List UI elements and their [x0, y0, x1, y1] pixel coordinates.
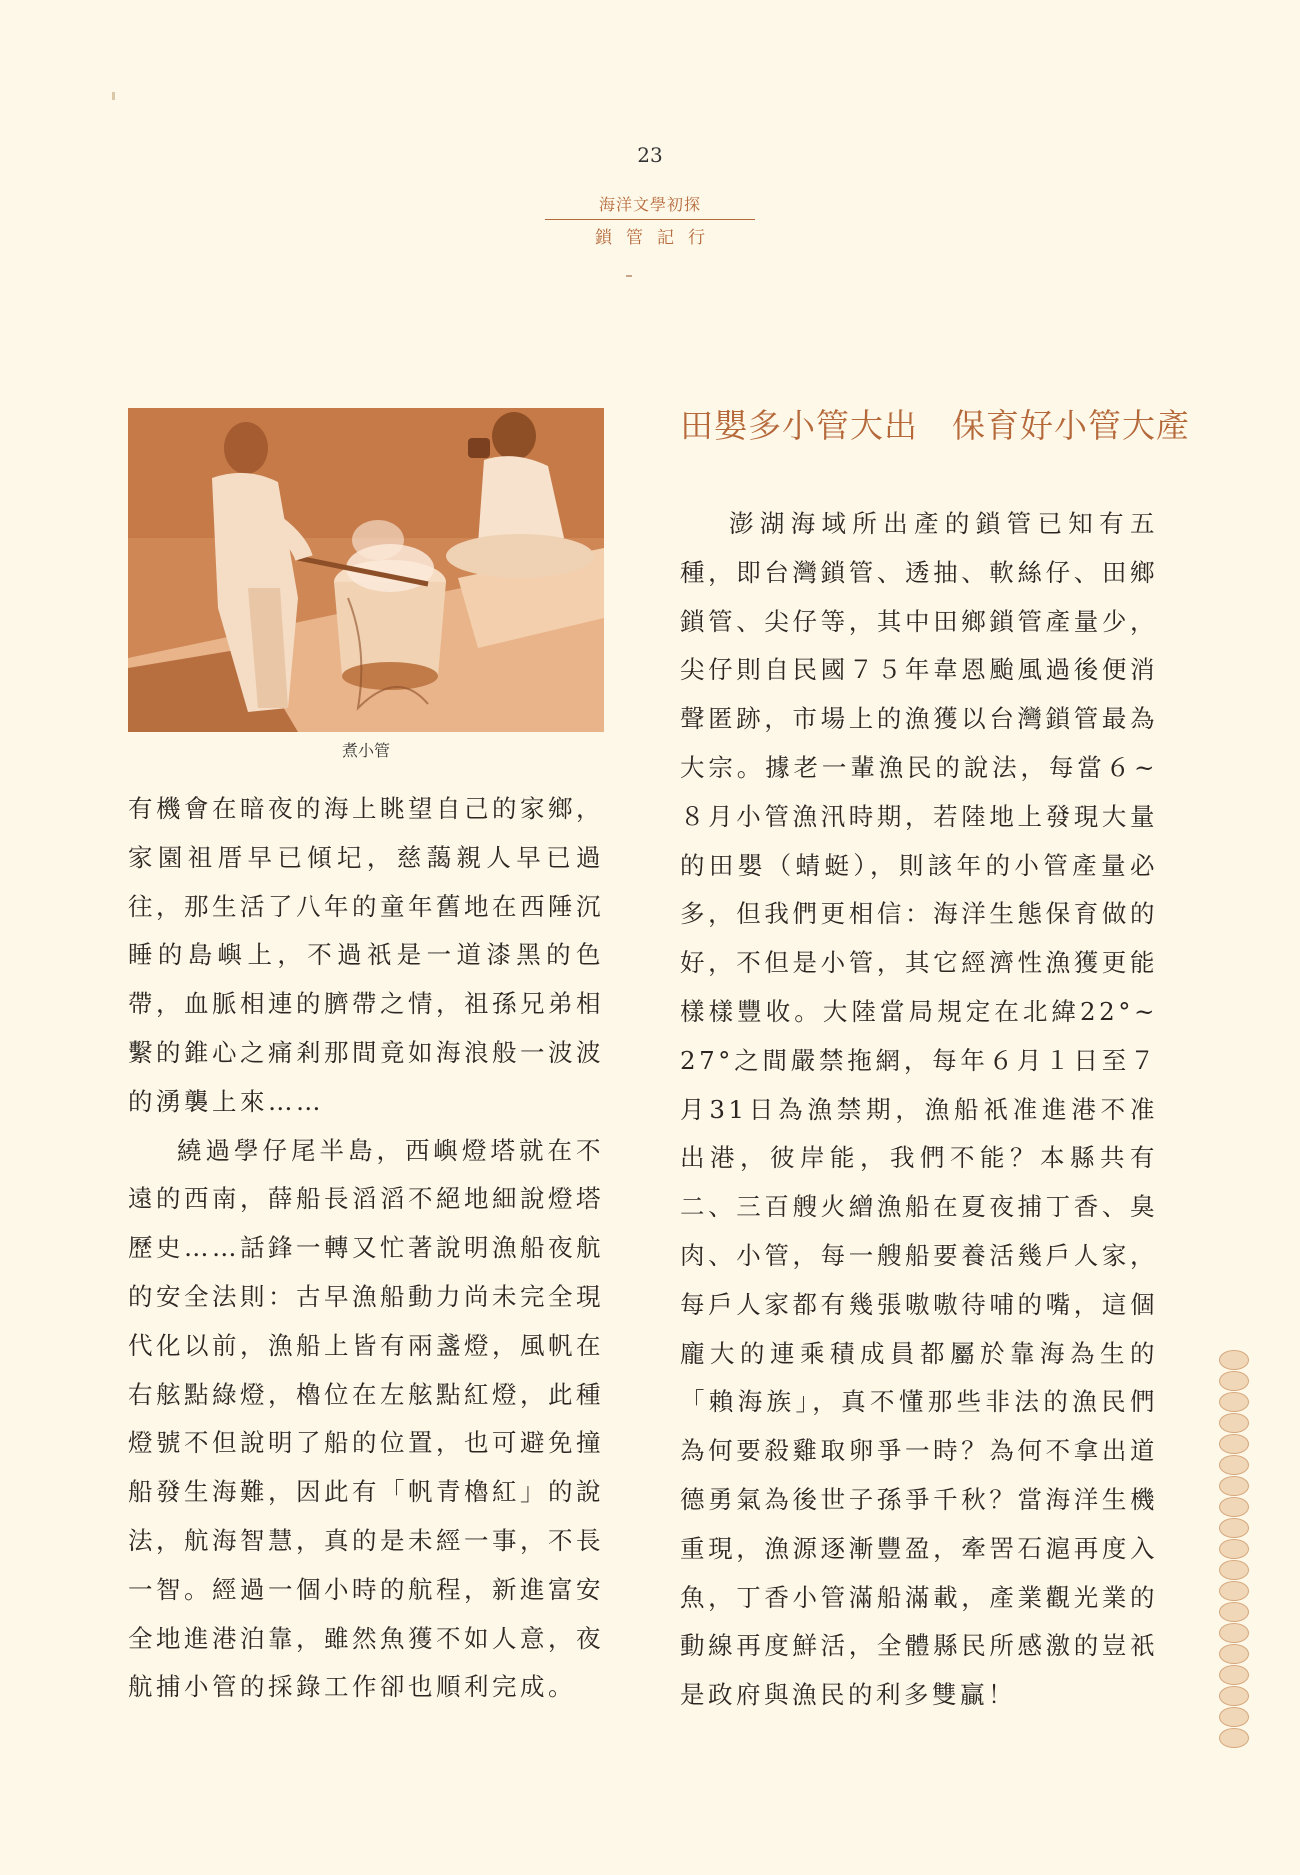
running-head — [545, 192, 755, 248]
left-paragraph: 有機會在暗夜的海上眺望自己的家鄉，家園祖厝早已傾圮，慈藹親人早已過往，那生活了八年的童年舊地在西陲沉睡的島嶼上，不過祇是一道漆黑的色帶，血脈相連的臍帶之情，祖孫兄弟相繫的錐心之痛剎那間竟如海浪般一波波的湧襲上來…… — [128, 794, 604, 1116]
squid-cooking-photo — [128, 408, 604, 732]
left-paragraph: 繞過學仔尾半島，西嶼燈塔就在不遠的西南，薛船長滔滔不絕地細說燈塔歷史……話鋒一轉又忙著說明漁船夜航的安全法則：古早漁船動力尚未完全現代化以前，漁船上皆有兩盞燈，風帆在右舷點綠燈，櫓位在左舷點紅燈，此種燈號不但說明了船的位置，也可避免撞船發生海難，因此有「帆青櫓紅」的說法，航海智慧，真的是未經一事，不長一智。經過一個小時的航程，新進富安全地進港泊靠，雖然魚獲不如人意，夜航捕小管的採錄工作卻也順利完成。 — [128, 1135, 604, 1702]
right-column-body — [680, 500, 1158, 1720]
page-number: 23 — [637, 143, 663, 167]
decorative-border-ornament — [1218, 1350, 1250, 1760]
right-paragraph: 澎湖海域所出產的鎖管已知有五種，即台灣鎖管、透抽、軟絲仔、田鄉鎖管、尖仔等，其中田鄉鎖管產量少，尖仔則自民國７５年韋恩颱風過後便消聲匿跡，市場上的漁獲以台灣鎖管最為大宗。據老一輩漁民的說法，每當６~８月小管漁汛時期，若陸地上發現大量的田嬰（蜻蜓），則該年的小管產量必多，但我們更相信：海洋生態保育做的好，不但是小管，其它經濟性漁獲更能樣樣豐收。大陸當局規定在北緯22°~ 27°之間嚴禁拖網，每年６月１日至７月31日為漁禁期，漁船祇准進港不准出港，彼岸能，我們不能？本縣共有二、三百艘火繒漁船在夏夜捕丁香、臭肉、小管，每一艘船要養活幾戶人家，每戶人家都有幾張嗷嗷待哺的嘴，這個龐大的連乘積成員都屬於靠海為生的「賴海族」，真不懂那些非法的漁民們為何要殺雞取卵爭一時？為何不拿出道德勇氣為後世子孫爭千秋？當海洋生機重現，漁源逐漸豐盈，牽罟石滬再度入魚，丁香小管滿船滿載，產業觀光業的動線再度鮮活，全體縣民所感激的豈祇是政府與漁民的利多雙贏！ — [680, 509, 1158, 1710]
section-headline: 田嬰多小管大出 保育好小管大產 — [680, 406, 1190, 445]
photo-caption: 煮小管 — [341, 741, 390, 760]
running-head-series: 海洋文學初探 — [545, 192, 755, 220]
left-column-body — [128, 785, 604, 1712]
head-divider-dot — [626, 275, 632, 277]
margin-mark — [112, 92, 115, 100]
running-head-chapter: 鎖管記行 — [595, 228, 719, 248]
